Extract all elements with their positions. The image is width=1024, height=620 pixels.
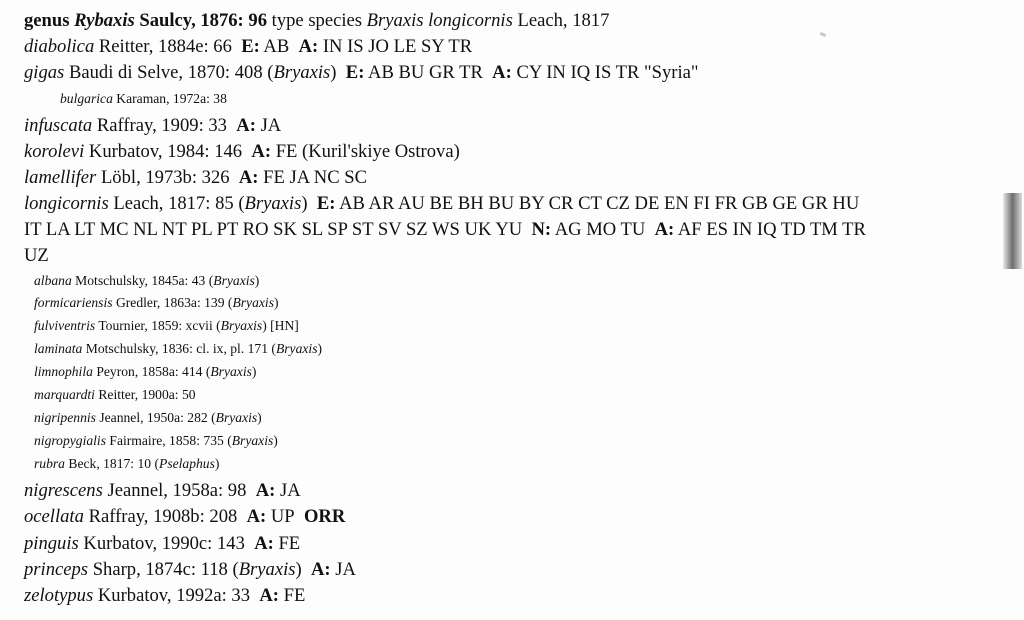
synonym-entry: formicariensis Gredler, 1863a: 139 (Bryaxis) xyxy=(34,295,279,310)
synonym-entry: nigropygialis Fairmaire, 1858: 735 (Bryaxis) xyxy=(34,433,278,448)
species-entry: ocellata Raffray, 1908b: 208 A: UP ORR xyxy=(24,506,346,527)
synonym-entry: bulgarica Karaman, 1972a: 38 xyxy=(60,91,227,106)
species-entry: infuscata Raffray, 1909: 33 A: JA xyxy=(24,115,282,136)
species-entry: lamellifer Löbl, 1973b: 326 A: FE JA NC SC xyxy=(24,167,367,188)
synonym-entry: albana Motschulsky, 1845a: 43 (Bryaxis) xyxy=(34,273,260,288)
synonym-entry: laminata Motschulsky, 1836: cl. ix, pl. 171 (Bryaxis) xyxy=(34,341,323,356)
scan-speck xyxy=(820,32,827,37)
synonym-entry: fulviventris Tournier, 1859: xcvii (Bryaxis) [HN] xyxy=(34,318,299,333)
species-entry: zelotypus Kurbatov, 1992a: 33 A: FE xyxy=(24,585,306,606)
species-entry: gigas Baudi di Selve, 1870: 408 (Bryaxis) E: AB BU GR TR A: CY IN IQ IS TR "Syria" xyxy=(24,62,699,83)
synonym-entry: rubra Beck, 1817: 10 (Pselaphus) xyxy=(34,456,220,471)
synonym-entry: marquardti Reitter, 1900a: 50 xyxy=(34,387,196,402)
species-entry: princeps Sharp, 1874c: 118 (Bryaxis) A: JA xyxy=(24,559,356,580)
genus-heading: genus Rybaxis Saulcy, 1876: 96 type species Bryaxis longicornis Leach, 1817 xyxy=(24,10,610,31)
distribution-continuation: UZ xyxy=(24,245,49,266)
scan-smudge xyxy=(1003,193,1022,269)
synonym-entry: limnophila Peyron, 1858a: 414 (Bryaxis) xyxy=(34,364,257,379)
species-entry: korolevi Kurbatov, 1984: 146 A: FE (Kuril'skiye Ostrova) xyxy=(24,141,460,162)
species-entry: nigrescens Jeannel, 1958a: 98 A: JA xyxy=(24,480,301,501)
species-entry: longicornis Leach, 1817: 85 (Bryaxis) E: AB AR AU BE BH BU BY CR CT CZ DE EN FI FR GB GE GR HU xyxy=(24,193,860,214)
species-entry: pinguis Kurbatov, 1990c: 143 A: FE xyxy=(24,533,301,554)
distribution-continuation: IT LA LT MC NL NT PL PT RO SK SL SP ST SV SZ WS UK YU N: AG MO TU A: AF ES IN IQ TD TM TR xyxy=(24,219,866,240)
species-entry: diabolica Reitter, 1884e: 66 E: AB A: IN IS JO LE SY TR xyxy=(24,36,473,57)
synonym-entry: nigripennis Jeannel, 1950a: 282 (Bryaxis) xyxy=(34,410,262,425)
